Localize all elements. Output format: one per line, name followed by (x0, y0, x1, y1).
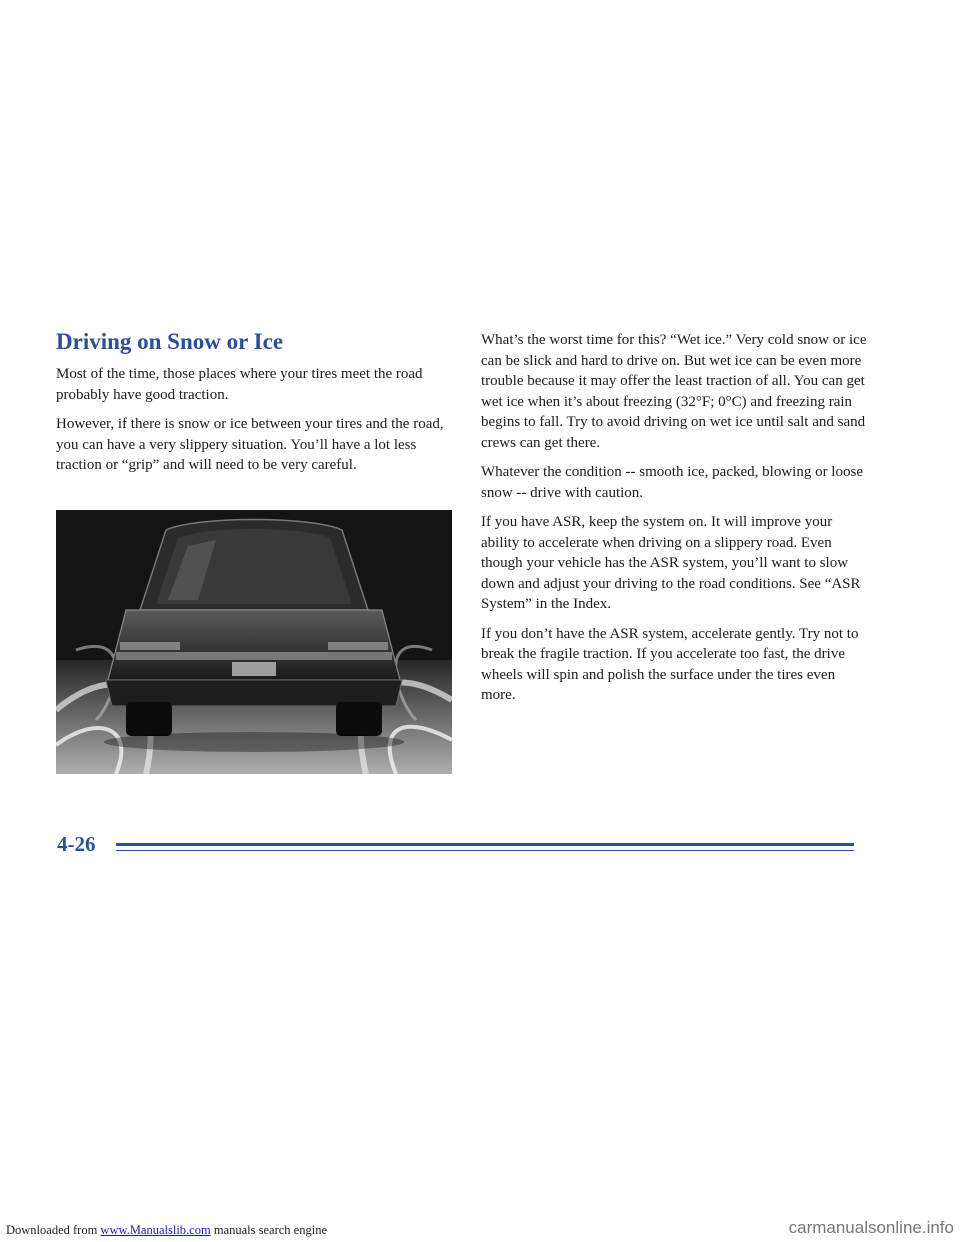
footer-prefix: Downloaded from (6, 1223, 101, 1237)
footer-rule-thin (116, 850, 854, 851)
right-column (481, 330, 869, 715)
car-illustration-svg (56, 510, 452, 774)
right-paragraph-3: If you have ASR, keep the system on. It will improve your ability to accelerate when driving on a slippery road. Even though your vehicle has the ASR system, you’ll want to slow down and adjust your driving to the road conditions. See “ASR System” in the Index. (481, 514, 861, 612)
manualslib-link[interactable]: www.Manualslib.com (100, 1223, 211, 1237)
left-column (56, 330, 448, 485)
footer-rule-thick (116, 843, 854, 846)
watermark: carmanualsonline.info (788, 1218, 954, 1237)
section-title: Driving on Snow or Ice (56, 329, 284, 354)
download-footer (6, 1223, 327, 1238)
right-paragraph-2: Whatever the condition -- smooth ice, packed, blowing or loose snow -- drive with caution. (481, 464, 863, 501)
left-paragraph-2: However, if there is snow or ice between your tires and the road, you can have a very slippery situation. You’ll have a lot less traction or “grip” and will need to be very careful. (56, 416, 444, 473)
right-paragraph-4: If you don’t have the ASR system, accelerate gently. Try not to break the fragile traction. If you accelerate too fast, the drive wheels will spin and polish the surface under the tires even more. (481, 625, 859, 703)
car-rear-on-snow-illustration (56, 510, 452, 774)
right-paragraph-1: What’s the worst time for this? “Wet ice.” Very cold snow or ice can be slick and hard to drive on. But wet ice can be even more trouble because it may offer the least traction of all. You can get wet ice when it’s about freezing (32°F; 0°C) and freezing rain begins to fall. Try to avoid driving on wet ice until salt and sand crews can get there. (481, 332, 867, 451)
page-number: 4-26 (57, 832, 96, 856)
footer-suffix: manuals search engine (210, 1223, 327, 1237)
left-paragraph-1: Most of the time, those places where your tires meet the road probably have good traction. (56, 366, 423, 403)
